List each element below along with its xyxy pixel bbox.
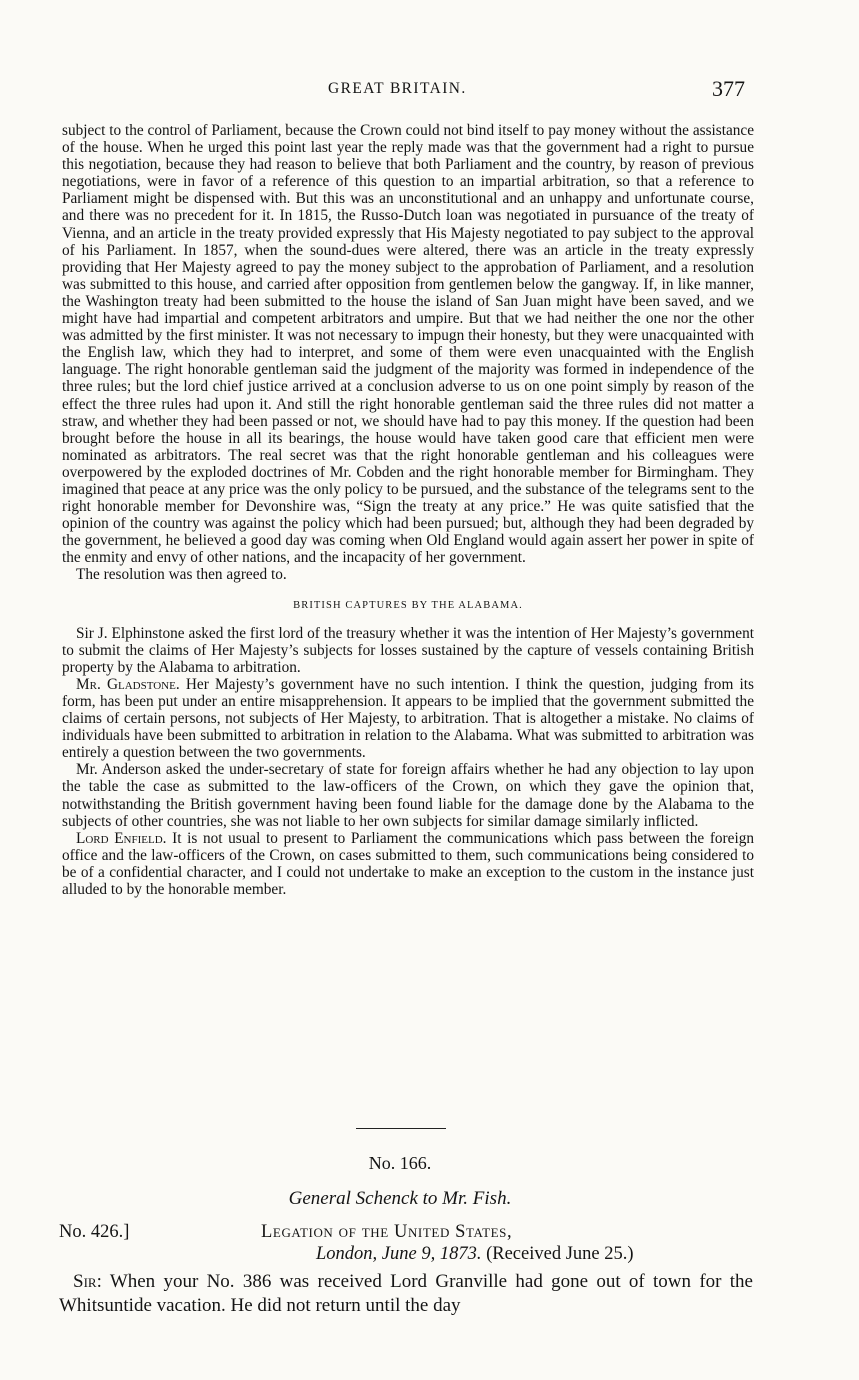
letter-body [59, 1270, 753, 1318]
paragraph-enfield [62, 830, 754, 898]
legation-heading: Legation of the United States, [261, 1222, 513, 1242]
speaker-gladstone: Mr. Gladstone. [76, 675, 180, 693]
letter-paragraph [59, 1270, 753, 1318]
speaker-enfield: Lord Enfield. [76, 829, 167, 847]
running-title: GREAT BRITAIN. [328, 80, 467, 97]
document-title: General Schenck to Mr. Fish. [288, 1188, 512, 1209]
dateline [316, 1244, 634, 1265]
document-number: No. 166. [368, 1153, 432, 1173]
page-number: 377 [712, 76, 745, 101]
paragraph-anderson: Mr. Anderson asked the under-secretary of state for foreign affairs whether he had any objection to lay upon the table the case as submitted to the law-officers of the Crown, on which they gave the opinion that, notwithstanding the British government having been found liable for the damage done by the Alabama to the subjects of other countries, she was not liable to her own subjects for similar damage similarly inflicted. [62, 761, 754, 830]
body-text [62, 122, 754, 898]
enfield-reply: It is not usual to present to Parliament the communications which pass between the foreign office and the law-officers of the Crown, on cases submitted to them, such communications being considered to be of a confidential character, and I could not undertake to make an exception to the custom in the instance just alluded to by the honorable member. [62, 829, 754, 899]
paragraph-gladstone [62, 676, 754, 761]
paragraph-parliament-speech: subject to the control of Parliament, because the Crown could not bind itself to pay money without the assistance of the house. When he urged this point last year the reply made was that the government had a right to pursue this negotiation, because they had reason to believe that both Parliament and the country, by reason of previous negotiations, were in favor of a reference of this question to an impartial arbitration, so that a reference to Parliament might be dispensed with. But this was an unconstitutional and an unhappy and unfortunate course, and there was no precedent for it. In 1815, the Russo-Dutch loan was negotiated in pursuance of the treaty of Vienna, and an article in the treaty provided expressly that His Majesty negotiated to pay subject to the approval of his Parliament. In 1857, when the sound-dues were altered, there was an article in the treaty expressly providing that Her Majesty agreed to pay the money subject to the approbation of Parliament, and a resolution was submitted to this house, and carried after opposition from gentlemen below the gangway. If, in like manner, the Washington treaty had been submitted to the house the island of San Juan might have been saved, and we might have had impartial and competent arbitrators and umpire. But that we had neither the one nor the other was admitted by the first minister. It was not necessary to impugn their honesty, but they were unacquainted with the English law, which they had to interpret, and some of them were even unacquainted with the English language. The right honorable gentleman said the judgment of the majority was formed in independence of the three rules; but the lord chief justice arrived at a conclusion adverse to us on one point simply by reason of the effect the three rules had upon it. And still the right honorable gentleman said the three rules did not matter a straw, and whether they had been passed or not, we should have had to pay this money. If the question had been brought before the house in all its bearings, the house would have taken good care that efficient men were nominated as arbitrators. The real secret was that the right honorable gentleman and his colleagues were overpowered by the exploded doctrines of Mr. Cobden and the right honorable member for Birmingham. They imagined that peace at any price was the only policy to be pursued, and the substance of the telegrams sent to the right honorable member for Devonshire was, “Sign the treaty at any price.” He was quite satisfied that the opinion of the country was against the policy which had been pursued; but, although they had been degraded by the government, he believed a good day was coming when Old England would again assert her power in spite of the enmity and envy of other nations, and the incapacity of her government. [62, 122, 754, 567]
gladstone-reply: Her Majesty’s government have no such intention. I think the question, judging from its form, has been put under an entire misapprehension. It appears to be implied that the government submitted the claims of certain persons, not subjects of Her Majesty, to arbitration. That is altogether a mistake. No claims of individuals have been submitted to arbitration in relation to the Alabama. What was submitted to arbitration was entirely a question between the two governments. [62, 675, 754, 762]
paragraph-resolution: The resolution was then agreed to. [76, 566, 287, 584]
section-divider [356, 1128, 446, 1129]
salutation: Sir: [73, 1271, 102, 1292]
page-header [0, 76, 859, 106]
paragraph-elphinstone: Sir J. Elphinstone asked the first lord of the treasury whether it was the intention of Her Majesty’s government to submit the claims of Her Majesty’s subjects for losses sustained by the capture of vessels containing British property by the Alabama to arbitration. [62, 624, 754, 676]
dispatch-number: No. 426.] [59, 1222, 130, 1242]
received-date: (Received June 25.) [486, 1244, 634, 1264]
place-date: London, June 9, 1873. [316, 1244, 482, 1264]
section-heading: BRITISH CAPTURES BY THE ALABAMA. [293, 599, 523, 611]
letter-text: When your No. 386 was received Lord Granville had gone out of town for the Whitsuntide vacation. He did not return until the day [59, 1271, 753, 1316]
